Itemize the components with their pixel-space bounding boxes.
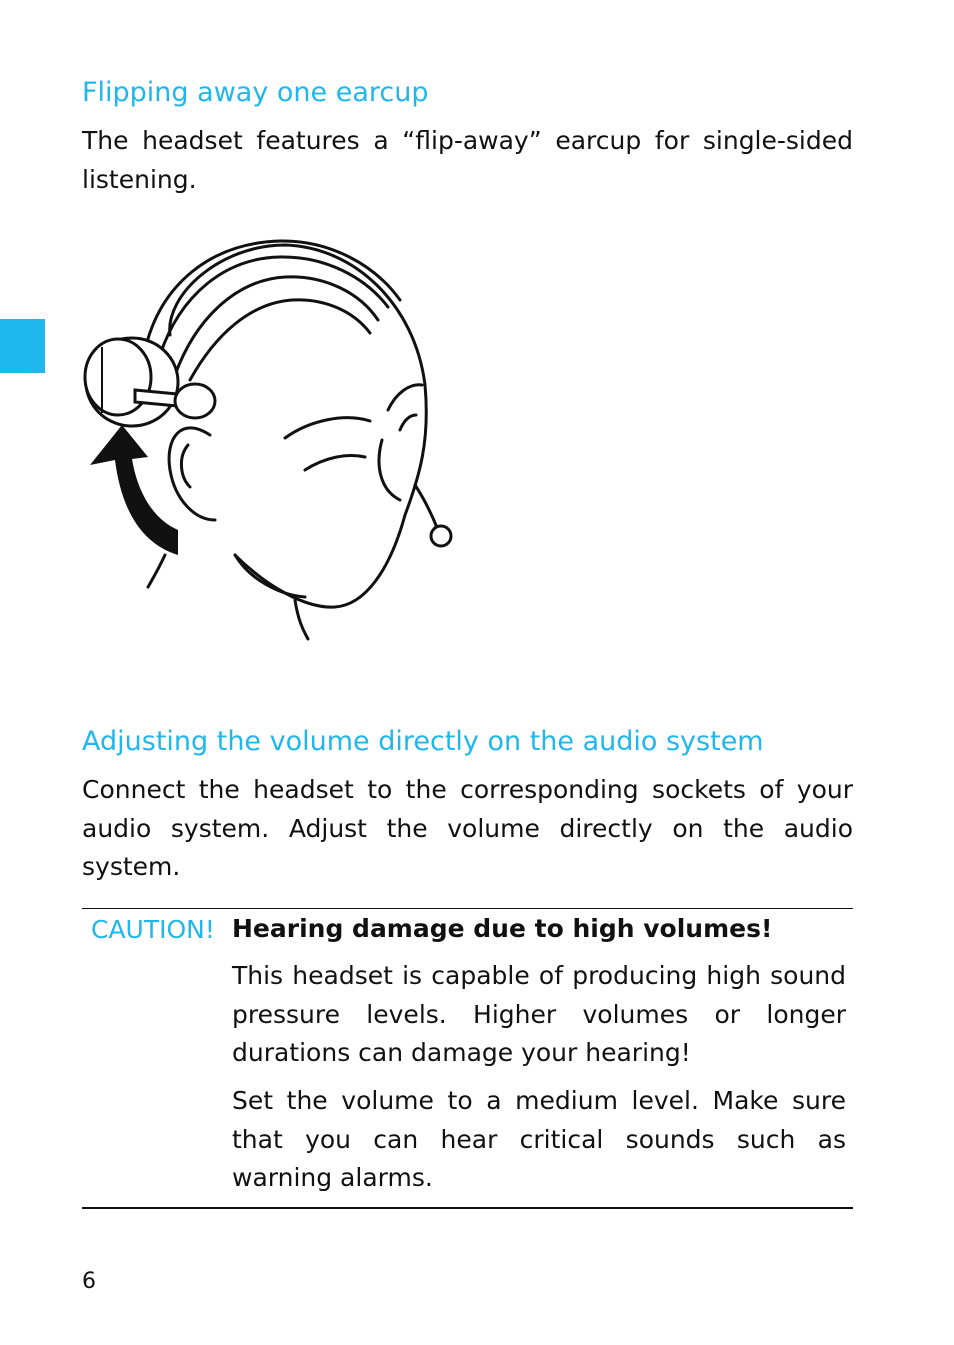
section-heading-flip-earcup: Flipping away one earcup: [82, 77, 429, 108]
chapter-tab-marker: [0, 319, 45, 373]
caution-top-rule: [82, 908, 853, 909]
section-body-adjust-volume: Connect the headset to the corresponding sockets of your audio system. Adjust the volume directly on the audio system.: [82, 775, 853, 881]
headset-flip-illustration: [70, 225, 470, 650]
caution-paragraph: This headset is capable of producing high sound pressure levels. Higher volumes or longer durations can damage your hearing!: [232, 961, 846, 1067]
caution-label: CAUTION!: [91, 915, 215, 944]
section-body-flip-earcup: The headset features a “flip-away” earcup for single-sided listening.: [82, 126, 853, 194]
caution-title: Hearing damage due to high volumes!: [232, 914, 773, 943]
caution-bottom-rule: [82, 1207, 853, 1209]
caution-paragraph: Set the volume to a medium level. Make sure that you can hear critical sounds such as warning alarms.: [232, 1086, 846, 1192]
page-number: 6: [82, 1269, 96, 1294]
section-heading-adjust-volume: Adjusting the volume directly on the audio system: [82, 726, 764, 757]
